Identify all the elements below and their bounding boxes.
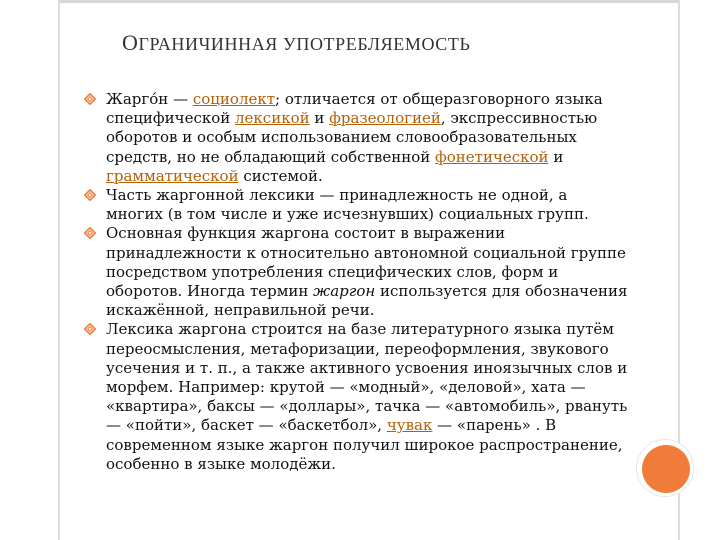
link-grammatical[interactable]: грамматической — [106, 166, 239, 185]
bullet-item-jargon-function — [84, 224, 629, 320]
slide-frame-left — [58, 0, 60, 540]
text-segment: используется для обозначения искажённой, неправильной речи. — [106, 282, 628, 320]
hollow-diamond-icon — [84, 227, 96, 239]
text-segment: Основная функция жаргона состоит в выражении принадлежности к относительно автономной социальной группе посредством употребления специфических слов, форм и оборотов. Иногда термин — [106, 224, 626, 301]
link-sociolect[interactable]: социолект — [192, 90, 276, 108]
text-segment: — «парень» . В современном языке жаргон получил широкое распространение, особенно в языке молодёжи. — [106, 416, 623, 473]
slide-title — [122, 30, 642, 56]
link-lexicon[interactable]: лексикой — [235, 109, 310, 128]
hollow-diamond-icon — [84, 189, 96, 201]
link-phonetic[interactable]: фонетической — [435, 147, 549, 166]
decorative-orange-circle — [642, 445, 690, 493]
hollow-diamond-icon — [84, 93, 96, 105]
italic-term-jargon: жаргон — [313, 282, 376, 301]
hollow-diamond-icon — [84, 323, 96, 335]
title-first-letter: О — [122, 30, 139, 55]
slide-content — [84, 90, 629, 474]
bullet-item-jargon-lexicon — [84, 320, 629, 474]
text-segment: и — [548, 147, 564, 166]
slide-frame-top — [58, 0, 680, 3]
text-segment: — — [168, 90, 193, 108]
text-segment: , экспрессивностью оборотов и особым использованием словообразовательных средств, но не обладающий собственной — [106, 109, 598, 166]
text-segment: ; отличается от общеразговорного языка специфической — [106, 90, 603, 128]
title-rest: ГРАНИЧИННАЯ УПОТРЕБЛЯЕМОСТЬ — [138, 34, 471, 54]
link-phraseology[interactable]: фразеологией — [329, 109, 441, 128]
bullet-text: Часть жаргонной лексики — принадлежность не одной, а многих (в том числе и уже исчезнувших) социальных групп. — [106, 186, 589, 224]
bullet-item-jargon-groups — [84, 186, 629, 224]
link-chuvak[interactable]: чувак — [386, 416, 433, 435]
text-segment: Лексика жаргона строится на базе литературного языка путём переосмысления, метафоризации, переоформления, звукового усечения и т. п., а также активного усвоения иноязычных слов и морфем. Например: крутой — «модный», «деловой», хата — «квартира», баксы — «доллары», тачка — «автомобиль», рвануть — «пойти», баскет — «баскетбол», — [106, 320, 628, 435]
text-segment: системой. — [238, 166, 323, 185]
term-jargon: Жарго́н — [106, 90, 169, 108]
bullet-item-jargon-definition — [84, 90, 629, 186]
text-segment: и — [309, 109, 330, 128]
